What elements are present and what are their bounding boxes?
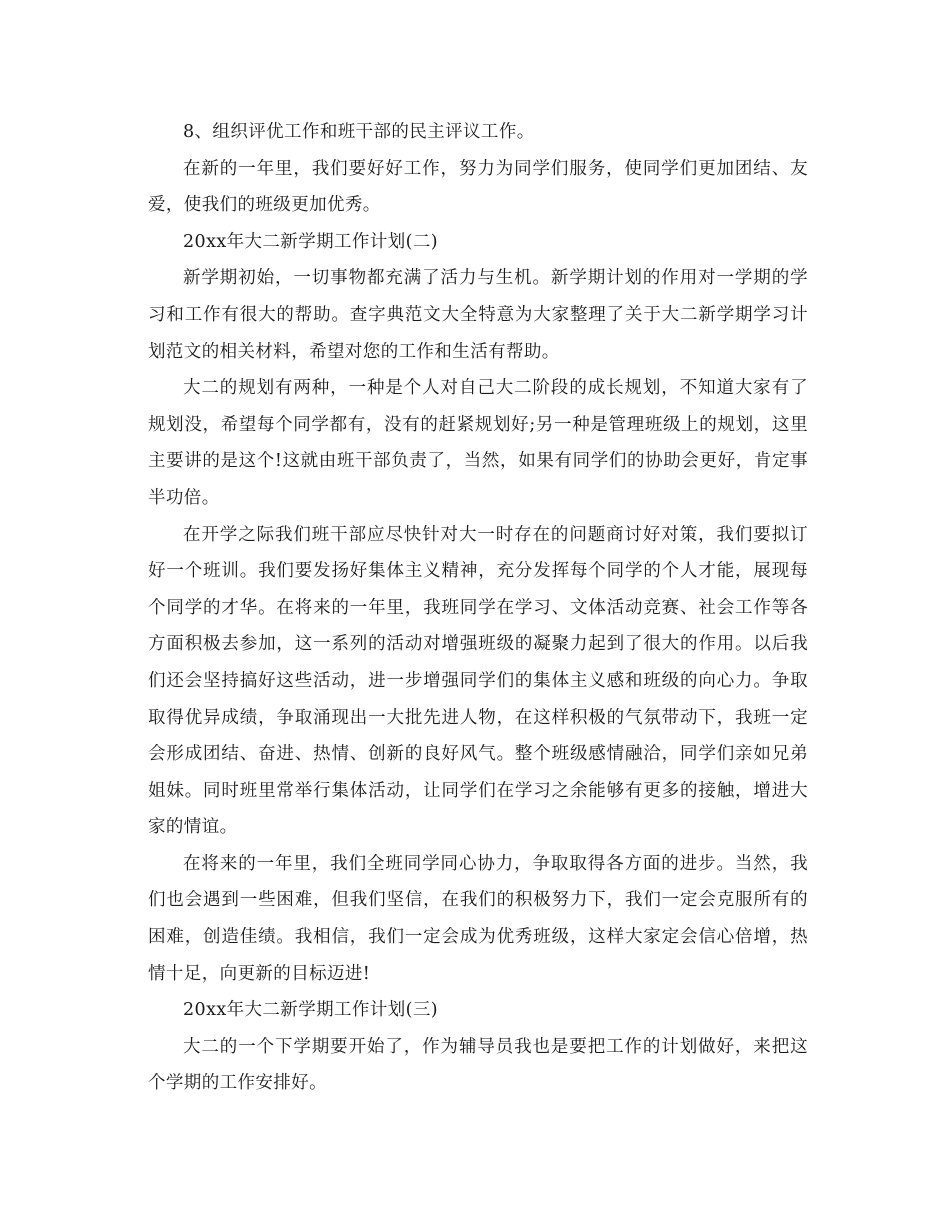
paragraph-class-activities: 在开学之际我们班干部应尽快针对大一时存在的问题商讨好对策，我们要拟订好一个班训。我们要发扬好集体主义精神，充分发挥每个同学的个人才能，展现每个同学的才华。在将来的一年里，我班同学在学习、文体活动竞赛、社会工作等各方面积极去参加，这一系列的活动对增强班级的凝聚力起到了很大的作用。以后我们还会坚持搞好这些活动，进一步增强同学们的集体主义感和班级的向心力。争取取得优异成绩，争取涌现出一大批先进人物，在这样积极的气氛带动下，我班一定会形成团结、奋进、热情、创新的良好风气。整个班级感情融洽，同学们亲如兄弟姐妹。同时班里常举行集体活动，让同学们在学习之余能够有更多的接触，增进大家的情谊。 [148, 524, 808, 838]
paragraph-counselor: 大二的一个下学期要开始了，作为辅导员我也是要把工作的计划做好，来把这个学期的工作安排好。 [148, 1036, 808, 1094]
paragraph-planning: 大二的规划有两种，一种是个人对自己大二阶段的成长规划，不知道大家有了规划没，希望每个同学都有，没有的赶紧规划好;另一种是管理班级上的规划，这里主要讲的是这个!这就由班干部负责了，当然，如果有同学们的协助会更好，肯定事半功倍。 [148, 378, 808, 508]
document-body [148, 114, 808, 1102]
paragraph-item-8: 8、组织评优工作和班干部的民主评议工作。 [183, 122, 535, 142]
section-heading-2: 20xx年大二新学期工作计划(二) [183, 231, 438, 252]
section-heading-3: 20xx年大二新学期工作计划(三) [183, 1000, 438, 1021]
paragraph-closing: 在新的一年里，我们要好好工作，努力为同学们服务，使同学们更加团结、友爱，使我们的班级更加优秀。 [148, 158, 808, 216]
paragraph-future: 在将来的一年里，我们全班同学同心协力，争取取得各方面的进步。当然，我们也会遇到一些困难，但我们坚信，在我们的积极努力下，我们一定会克服所有的困难，创造佳绩。我相信，我们一定会成为优秀班级，这样大家定会信心倍增，热情十足，向更新的目标迈进! [148, 853, 808, 984]
paragraph-intro: 新学期初始，一切事物都充满了活力与生机。新学期计划的作用对一学期的学习和工作有很大的帮助。查字典范文大全特意为大家整理了关于大二新学期学习计划范文的相关材料，希望对您的工作和生活有帮助。 [148, 268, 808, 362]
